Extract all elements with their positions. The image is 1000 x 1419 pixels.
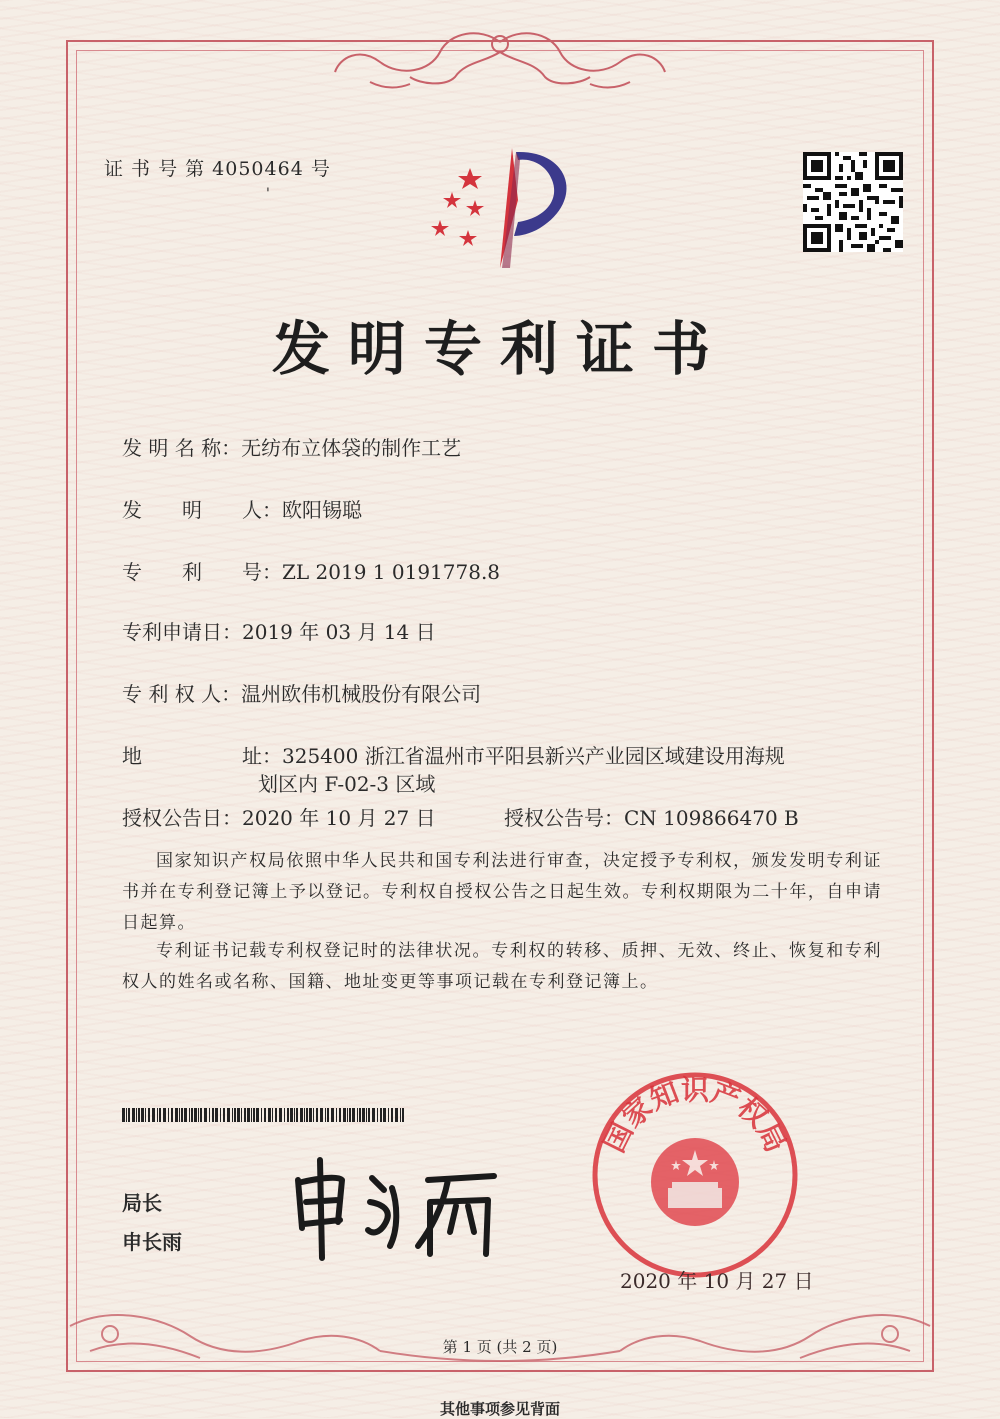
field-invention-name: 发 明 名 称：无纺布立体袋的制作工艺 [122, 432, 461, 461]
field-grant-no: 授权公告号：CN 109866470 B [504, 806, 799, 830]
address-value-line1: 325400 浙江省温州市平阳县新兴产业园区域建设用海规 [282, 744, 785, 768]
patent-no-value: ZL 2019 1 0191778.8 [282, 560, 501, 584]
invention-name-value: 无纺布立体袋的制作工艺 [241, 436, 462, 460]
patent-logo-icon [420, 140, 590, 270]
address-value-line2: 划区内 F-02-3 区域 [258, 772, 436, 796]
official-seal-icon [590, 1070, 800, 1280]
top-ornament-icon [330, 22, 670, 102]
seal-text: 国家知识产权局 [597, 1073, 793, 1158]
field-inventor: 发 明 人：欧阳锡聪 [122, 494, 362, 523]
application-date-value: 2019 年 03 月 14 日 [242, 620, 436, 644]
field-grant-date: 授权公告日：2020 年 10 月 27 日 [122, 802, 436, 831]
director-title: 局长 [122, 1191, 162, 1215]
field-application-date: 专利申请日：2019 年 03 月 14 日 [122, 616, 436, 645]
director-name: 申长雨 [122, 1230, 182, 1254]
grant-no-value: CN 109866470 B [624, 806, 799, 830]
signature-icon [280, 1150, 510, 1265]
patentee-value: 温州欧伟机械股份有限公司 [241, 682, 482, 706]
qr-code-icon [803, 152, 903, 252]
inventor-value: 欧阳锡聪 [282, 498, 362, 522]
certificate-number: 证 书 号 第 4050464 号 ' [104, 158, 331, 202]
seal-date: 2020 年 10 月 27 日 [620, 1269, 814, 1293]
barcode-icon [122, 1108, 407, 1122]
field-address: 地 址：325400 浙江省温州市平阳县新兴产业园区域建设用海规 [122, 740, 785, 769]
grant-date-value: 2020 年 10 月 27 日 [242, 806, 436, 830]
national-emblem-icon [651, 1138, 739, 1226]
statement-paragraph-2: 专利证书记载专利权登记时的法律状况。专利权的转移、质押、无效、终止、恢复和专利权人的姓名或名称、国籍、地址变更等事项记载在专利登记簿上。 [122, 941, 882, 992]
field-patentee: 专 利 权 人：温州欧伟机械股份有限公司 [122, 678, 481, 707]
certificate-title: 发明专利证书 [271, 315, 728, 383]
page-number: 第 1 页 (共 2 页) [442, 1338, 558, 1356]
field-patent-no: 专 利 号：ZL 2019 1 0191778.8 [122, 560, 501, 584]
footer-note: 其他事项参见背面 [439, 1400, 560, 1418]
statement-paragraph-1: 国家知识产权局依照中华人民共和国专利法进行审查，决定授予专利权，颁发发明专利证书并在专利登记簿上予以登记。专利权自授权公告之日起生效。专利权期限为二十年，自申请日起算。 [122, 851, 882, 933]
